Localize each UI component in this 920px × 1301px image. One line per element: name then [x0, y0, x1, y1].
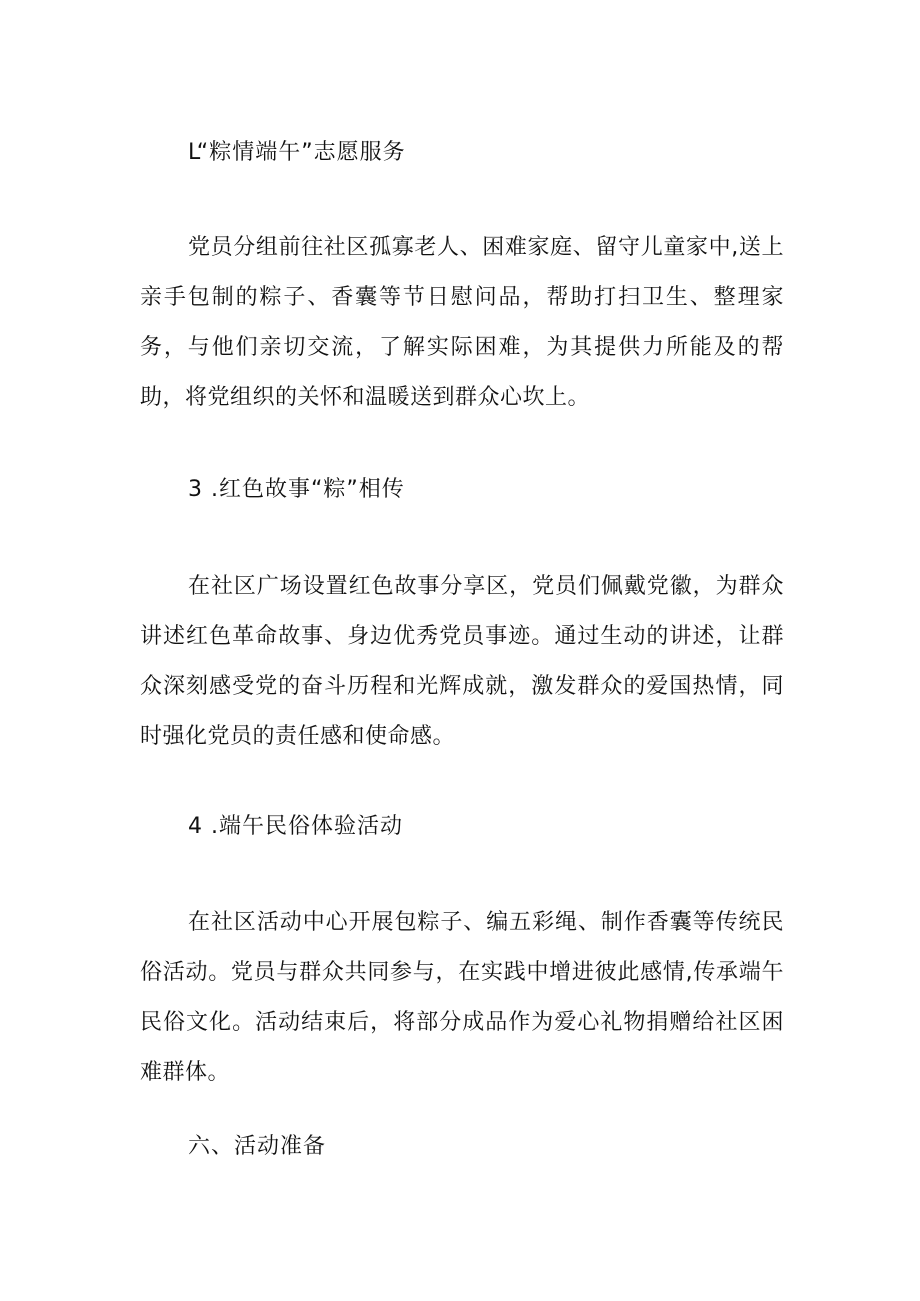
section-paragraph-folk-custom: 在社区活动中心开展包粽子、编五彩绳、制作香囊等传统民俗活动。党员与群众共同参与，在实践中增进彼此感情,传承端午民俗文化。活动结束后，将部分成品作为爱心礼物捐赠给社区困难群体。 [140, 910, 784, 1085]
section-heading-red-stories: 3 .红色故事“粽”相传 [188, 477, 405, 502]
section-paragraph-volunteer-service: 党员分组前往社区孤寡老人、困难家庭、留守儿童家中,送上亲手包制的粽子、香囊等节日慰问品，帮助打扫卫生、整理家务，与他们亲切交流，了解实际困难，为其提供力所能及的帮助，将党组织的关怀和温暖送到群众心坎上。 [140, 235, 784, 410]
section-paragraph-red-stories: 在社区广场设置红色故事分享区，党员们佩戴党徽，为群众讲述红色革命故事、身边优秀党员事迹。通过生动的讲述，让群众深刻感受党的奋斗历程和光辉成就，激发群众的爱国热情，同时强化党员的责任感和使命感。 [140, 574, 784, 749]
section-heading-folk-custom: 4 .端午民俗体验活动 [188, 814, 403, 839]
section-heading-volunteer-service: L“粽情端午”志愿服务 [188, 140, 406, 165]
section-heading-preparation: 六、活动准备 [188, 1134, 327, 1159]
